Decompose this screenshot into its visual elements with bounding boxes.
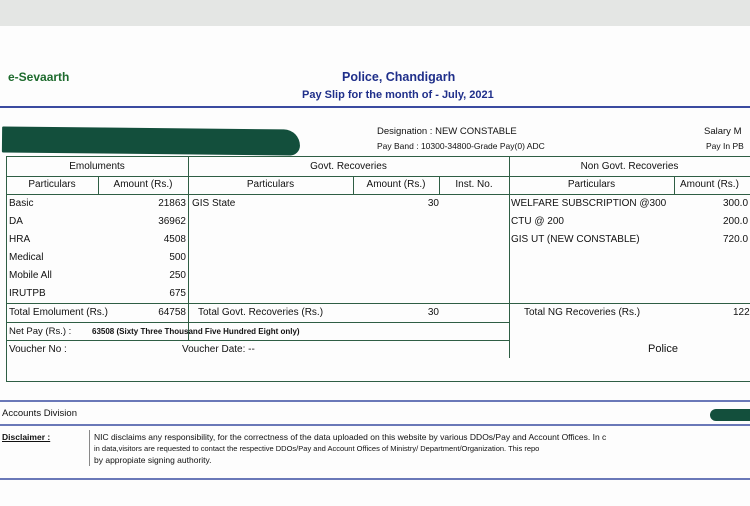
govt-particulars-header: Particulars — [246, 179, 295, 190]
pay-slip-subtitle: Pay Slip for the month of - July, 2021 — [302, 89, 494, 101]
disclaimer-line-1: NIC disclaims any responsibility, for the correctness of the data uploaded on this website by various DDOs/Pay and Account Offices. In c — [94, 432, 607, 442]
emolument-amount: 4508 — [163, 234, 186, 245]
ngovt-recovery-amount: 720.0 — [723, 234, 749, 245]
ngovt-recovery-name: WELFARE SUBSCRIPTION @300 — [511, 198, 667, 209]
net-pay-value: 63508 (Sixty Three Thousand Five Hundred Eight only) — [92, 327, 300, 336]
row-line-subheader — [6, 194, 750, 195]
emolument-name: Basic — [9, 198, 34, 209]
total-govt-recoveries-label: Total Govt. Recoveries (Rs.) — [198, 307, 324, 318]
emolument-amount: 36962 — [158, 216, 186, 227]
net-pay-label: Net Pay (Rs.) : — [9, 326, 72, 337]
redacted-signature — [710, 409, 750, 421]
brand-logo-text: e-Sevaarth — [8, 70, 70, 84]
ngovt-particulars-header: Particulars — [567, 179, 616, 190]
issuer-label: Police — [648, 343, 678, 355]
emol-particulars-header: Particulars — [28, 179, 76, 190]
total-govt-recoveries-value: 30 — [427, 307, 439, 318]
disclaimer-divider — [89, 430, 90, 466]
emol-amount-header: Amount (Rs.) — [113, 179, 173, 190]
pay-in-text: Pay In PB — [706, 141, 744, 151]
emolument-name: DA — [9, 216, 23, 227]
row-line-netpay — [6, 322, 510, 323]
row-line-voucher — [6, 340, 510, 341]
header-divider — [0, 106, 750, 108]
disclaimer-line-2: in data,visitors are requested to contact the respective DDOs/Pay and Account Offices of Ministry/ Department/Organization. This repo — [94, 444, 540, 453]
emolument-amount: 21863 — [158, 198, 186, 209]
total-ng-recoveries-label: Total NG Recoveries (Rs.) — [524, 307, 641, 318]
govt-recovery-amount: 30 — [427, 198, 439, 209]
emolument-name: Medical — [9, 252, 44, 263]
voucher-date-label: Voucher Date: -- — [182, 344, 255, 355]
pay-band-text: Pay Band : 10300-34800-Grade Pay(0) ADC — [377, 141, 545, 151]
disclaimer-label: Disclaimer : — [2, 432, 51, 442]
total-ng-recoveries-value: 122 — [733, 307, 750, 318]
designation-text: Designation : NEW CONSTABLE — [377, 126, 517, 137]
salary-mode-text: Salary M — [704, 126, 742, 137]
govt-amount-header: Amount (Rs.) — [366, 179, 426, 190]
emolument-name: HRA — [9, 234, 31, 245]
ngovt-recovery-name: GIS UT (NEW CONSTABLE) — [511, 234, 640, 245]
total-emolument-value: 64758 — [158, 307, 186, 318]
total-emolument-label: Total Emolument (Rs.) — [9, 307, 108, 318]
govt-recovery-name: GIS State — [192, 198, 236, 209]
row-line-totals — [6, 303, 750, 304]
accounts-division-label: Accounts Division — [2, 408, 77, 419]
footer-divider-bottom — [0, 478, 750, 480]
emolument-amount: 675 — [169, 288, 186, 299]
footer-divider-mid — [0, 424, 750, 426]
emolument-name: IRUTPB — [9, 288, 46, 299]
emoluments-header: Emoluments — [69, 161, 125, 172]
non-govt-recoveries-header: Non Govt. Recoveries — [580, 161, 679, 172]
ngovt-amount-header: Amount (Rs.) — [680, 179, 739, 190]
emolument-amount: 500 — [169, 252, 186, 263]
col-divider-sub4 — [674, 177, 675, 195]
ngovt-recovery-amount: 300.0 — [723, 198, 749, 209]
ngovt-recovery-name: CTU @ 200 — [511, 216, 564, 227]
disclaimer-line-3: by appropiate signing authority. — [94, 455, 212, 465]
top-margin-band — [0, 0, 750, 26]
redacted-employee-name — [2, 126, 300, 155]
govt-recoveries-header: Govt. Recoveries — [310, 161, 387, 172]
footer-divider-top — [0, 400, 750, 402]
office-title: Police, Chandigarh — [342, 70, 456, 84]
emolument-amount: 250 — [169, 270, 186, 281]
emolument-name: Mobile All — [9, 270, 52, 281]
govt-inst-no-header: Inst. No. — [455, 179, 493, 190]
voucher-no-label: Voucher No : — [9, 344, 67, 355]
ngovt-recovery-amount: 200.0 — [723, 216, 749, 227]
row-line-section — [6, 176, 750, 177]
